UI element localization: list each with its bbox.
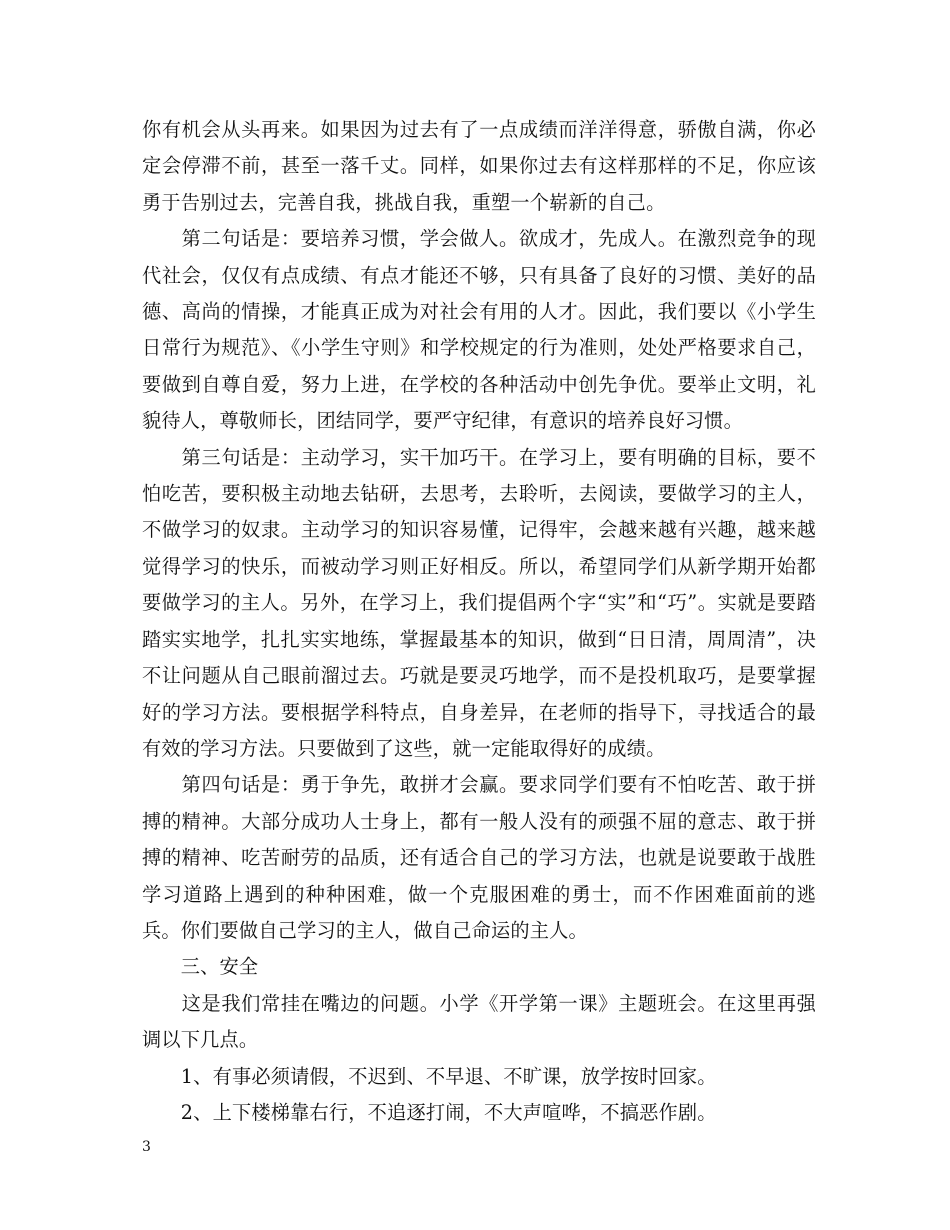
paragraph-second-saying: 第二句话是：要培养习惯，学会做人。欲成才，先成人。在激烈竞争的现代社会，仅仅有点成绩、有点才能还不够，只有具备了良好的习惯、美好的品德、高尚的情操，才能真正成为对社会有用的人才。因此，我们要以《小学生日常行为规范》、《小学生守则》和学校规定的行为准则，处处严格要求自己，要做到自尊自爱，努力上进，在学校的各种活动中创先争优。要举止文明，礼貌待人，尊敬师长，团结同学，要严守纪律，有意识的培养良好习惯。 [142,227,816,433]
paragraph-fourth-saying: 第四句话是：勇于争先，敢拼才会赢。要求同学们要有不怕吃苦、敢于拼搏的精神。大部分成功人士身上，都有一般人没有的顽强不屈的意志、敢于拼搏的精神、吃苦耐劳的品质，还有适合自己的学习方法，也就是说要敢于战胜学习道路上遇到的种种困难，做一个克服困难的勇士，而不作困难面前的逃兵。你们要做自己学习的主人，做自己命运的主人。 [142,773,816,942]
document-body [142,112,816,1131]
list-item-safety-2: 2、上下楼梯靠右行，不追逐打闹，不大声喧哗，不搞恶作剧。 [142,1100,717,1124]
paragraph-safety-intro: 这是我们常挂在嘴边的问题。小学《开学第一课》主题班会。在这里再强调以下几点。 [142,991,816,1052]
page-number: 3 [142,1139,151,1155]
paragraph-continuation: 你有机会从头再来。如果因为过去有了一点成绩而洋洋得意，骄傲自满，你必定会停滞不前，甚至一落千丈。同样，如果你过去有这样那样的不足，你应该勇于告别过去，完善自我，挑战自我，重塑一个崭新的自己。 [142,118,816,214]
section-heading-safety: 三、安全 [142,955,259,979]
list-item-safety-1: 1、有事必须请假，不迟到、不早退、不旷课，放学按时回家。 [142,1064,717,1088]
paragraph-third-saying: 第三句话是：主动学习，实干加巧干。在学习上，要有明确的目标，要不怕吃苦，要积极主动地去钻研，去思考，去聆听，去阅读，要做学习的主人，不做学习的奴隶。主动学习的知识容易懂，记得牢，会越来越有兴趣，越来越觉得学习的快乐，而被动学习则正好相反。所以，希望同学们从新学期开始都要做学习的主人。另外，在学习上，我们提倡两个字“实”和“巧”。实就是要踏踏实实地学，扎扎实实地练，掌握最基本的知识，做到“日日清，周周清”，决不让问题从自己眼前溜过去。巧就是要灵巧地学，而不是投机取巧，是要掌握好的学习方法。要根据学科特点，自身差异，在老师的指导下，寻找适合的最有效的学习方法。只要做到了这些，就一定能取得好的成绩。 [142,445,816,760]
